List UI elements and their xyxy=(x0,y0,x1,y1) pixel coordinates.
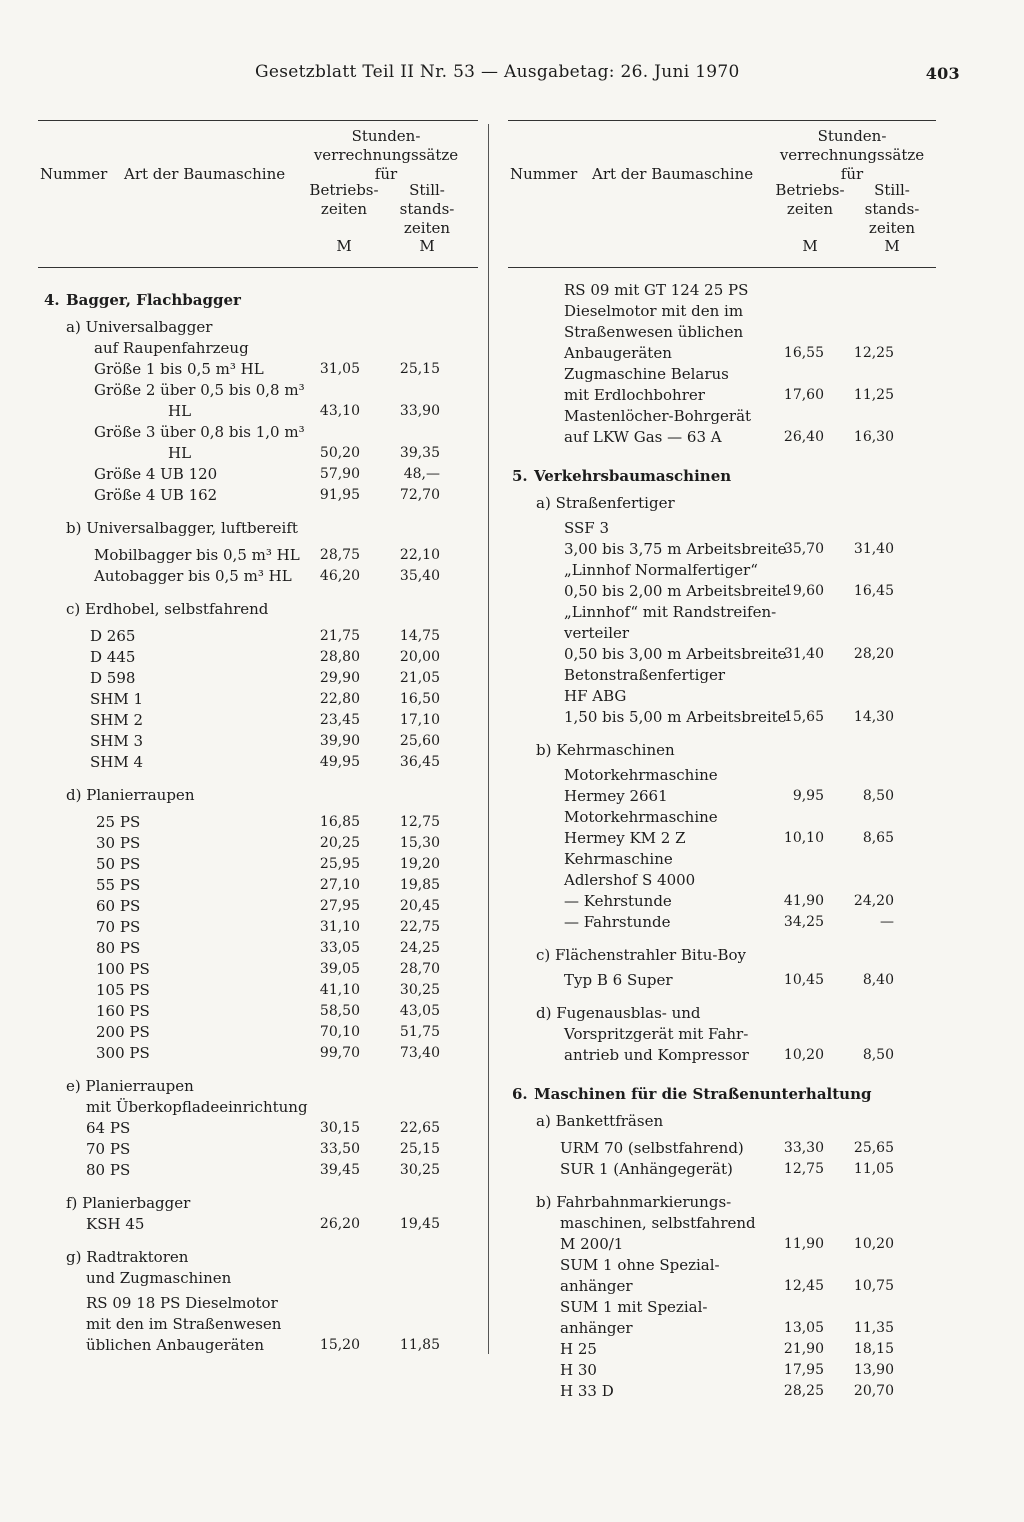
value-betrieb: 15,20 xyxy=(319,1337,360,1353)
table-row-line: mit den im Straßenwesen xyxy=(86,1315,282,1333)
row-label: 105 PS xyxy=(96,981,150,999)
subsection-label: e) Planierraupen xyxy=(66,1077,194,1095)
table-row xyxy=(38,359,478,380)
value-betrieb: 31,05 xyxy=(319,361,360,377)
table-row xyxy=(38,833,478,854)
value-betrieb: 9,95 xyxy=(792,788,824,804)
row-label: Hermey 2661 xyxy=(564,787,668,805)
table-row xyxy=(508,427,936,448)
header-group-line: verrechnungssätze xyxy=(313,146,459,164)
row-label: 60 PS xyxy=(96,897,141,915)
value-betrieb: 27,95 xyxy=(319,898,360,914)
row-label: üblichen Anbaugeräten xyxy=(86,1336,265,1354)
value-betrieb: 34,25 xyxy=(783,914,824,930)
subsection-label: d) Planierraupen xyxy=(66,786,195,804)
value-stillstand: 12,25 xyxy=(853,345,894,361)
value-betrieb: 12,45 xyxy=(783,1278,824,1294)
subsection-label: b) Kehrmaschinen xyxy=(536,741,675,759)
value-betrieb: 29,90 xyxy=(319,670,360,686)
table-row xyxy=(38,1043,478,1064)
value-stillstand: 20,00 xyxy=(399,649,440,665)
value-stillstand: 12,75 xyxy=(399,814,440,830)
table-row-line: SUM 1 ohne Spezial- xyxy=(560,1256,720,1274)
row-label: Hermey KM 2 Z xyxy=(564,829,686,847)
header-col-b-line: stands- xyxy=(399,200,455,218)
value-stillstand: 73,40 xyxy=(399,1045,440,1061)
header-group xyxy=(764,127,940,184)
row-label: 25 PS xyxy=(96,813,141,831)
row-label: 70 PS xyxy=(96,918,141,936)
header-col-b-line: Still- xyxy=(874,181,910,199)
table-row xyxy=(38,1022,478,1043)
header-art: Art der Baumaschine xyxy=(592,165,754,183)
row-label: — Kehrstunde xyxy=(564,892,672,910)
subsection-label: b) Fahrbahnmarkierungs- xyxy=(536,1193,732,1211)
header-unit-a: M xyxy=(336,237,352,255)
table-row-line: RS 09 mit GT 124 25 PS xyxy=(564,281,749,299)
value-stillstand: 30,25 xyxy=(399,982,440,998)
table-row xyxy=(38,875,478,896)
table-row-line: Größe 2 über 0,5 bis 0,8 m³ xyxy=(94,381,305,399)
header-col-a-line: Betriebs- xyxy=(309,181,379,199)
value-betrieb: 28,75 xyxy=(319,547,360,563)
table-row xyxy=(38,1118,478,1139)
table-row xyxy=(508,385,936,406)
value-stillstand: 13,90 xyxy=(853,1362,894,1378)
table-row-line: verteiler xyxy=(564,624,630,642)
table-row xyxy=(38,752,478,773)
row-label: — Fahrstunde xyxy=(564,913,671,931)
value-stillstand: — xyxy=(880,914,894,930)
table-row xyxy=(38,668,478,689)
header-col-b-line: stands- xyxy=(864,200,920,218)
value-betrieb: 91,95 xyxy=(319,487,360,503)
value-betrieb: 12,75 xyxy=(783,1161,824,1177)
header-col-a-line: Betriebs- xyxy=(775,181,845,199)
value-stillstand: 8,65 xyxy=(862,830,894,846)
header-col-b-line: Still- xyxy=(409,181,445,199)
table-row xyxy=(38,647,478,668)
page-header xyxy=(40,60,960,90)
row-label: 55 PS xyxy=(96,876,141,894)
subsection-label: a) Straßenfertiger xyxy=(536,494,675,512)
subsection-label-cont: maschinen, selbstfahrend xyxy=(560,1214,756,1232)
value-betrieb: 49,95 xyxy=(319,754,360,770)
row-label: 70 PS xyxy=(86,1140,131,1158)
subsection-label-cont: auf Raupenfahrzeug xyxy=(94,339,249,357)
value-betrieb: 27,10 xyxy=(319,877,360,893)
table-row-line: Größe 3 über 0,8 bis 1,0 m³ xyxy=(94,423,305,441)
value-betrieb: 22,80 xyxy=(319,691,360,707)
header-betriebszeiten xyxy=(304,181,384,219)
value-betrieb: 15,65 xyxy=(783,709,824,725)
table-row xyxy=(508,970,936,991)
value-stillstand: 14,75 xyxy=(399,628,440,644)
value-stillstand: 15,30 xyxy=(399,835,440,851)
value-stillstand: 22,65 xyxy=(399,1120,440,1136)
value-stillstand: 19,20 xyxy=(399,856,440,872)
value-stillstand: 25,65 xyxy=(853,1140,894,1156)
table-row xyxy=(508,1360,936,1381)
value-betrieb: 13,05 xyxy=(783,1320,824,1336)
table-row-line: Adlershof S 4000 xyxy=(564,871,696,889)
value-betrieb: 35,70 xyxy=(783,541,824,557)
table-row xyxy=(508,1276,936,1297)
value-stillstand: 25,15 xyxy=(399,361,440,377)
table-row xyxy=(38,1139,478,1160)
value-betrieb: 41,10 xyxy=(319,982,360,998)
table-row xyxy=(38,731,478,752)
value-stillstand: 31,40 xyxy=(853,541,894,557)
subsection-label: c) Flächenstrahler Bitu-Boy xyxy=(536,946,746,964)
value-stillstand: 16,50 xyxy=(399,691,440,707)
value-stillstand: 11,85 xyxy=(399,1337,440,1353)
table-row xyxy=(508,1318,936,1339)
row-label: auf LKW Gas — 63 A xyxy=(564,428,722,446)
value-betrieb: 70,10 xyxy=(319,1024,360,1040)
value-betrieb: 43,10 xyxy=(319,403,360,419)
value-betrieb: 11,90 xyxy=(783,1236,824,1252)
subsection-label: f) Planierbagger xyxy=(66,1194,191,1212)
header-group-line: Stunden- xyxy=(817,127,887,145)
section-heading xyxy=(508,466,936,487)
subsection-label: a) Universalbagger xyxy=(66,318,213,336)
table-row xyxy=(38,1001,478,1022)
value-stillstand: 11,25 xyxy=(853,387,894,403)
row-label: D 445 xyxy=(90,648,136,666)
subsection-label: b) Universalbagger, luftbereift xyxy=(66,519,298,537)
table-row xyxy=(38,485,478,506)
table-row xyxy=(38,464,478,485)
row-label: 80 PS xyxy=(86,1161,131,1179)
table-row-line: Dieselmotor mit den im xyxy=(564,302,744,320)
value-betrieb: 33,50 xyxy=(319,1141,360,1157)
table-row xyxy=(508,539,936,560)
table-row xyxy=(508,912,936,933)
subsection-label-cont: und Zugmaschinen xyxy=(86,1269,232,1287)
table-row xyxy=(38,443,478,464)
table-row-line: Straßenwesen üblichen xyxy=(564,323,744,341)
value-stillstand: 43,05 xyxy=(399,1003,440,1019)
table-row xyxy=(508,1381,936,1402)
table-row xyxy=(38,566,478,587)
header-stillstandszeiten xyxy=(854,181,930,238)
value-betrieb: 16,55 xyxy=(783,345,824,361)
table-row xyxy=(38,689,478,710)
value-betrieb: 17,60 xyxy=(783,387,824,403)
value-betrieb: 20,25 xyxy=(319,835,360,851)
value-betrieb: 50,20 xyxy=(319,445,360,461)
header-col-a-line: zeiten xyxy=(786,200,834,218)
row-label: 30 PS xyxy=(96,834,141,852)
table-row xyxy=(38,896,478,917)
value-stillstand: 18,15 xyxy=(853,1341,894,1357)
header-title: Gesetzblatt Teil II Nr. 53 — Ausgabetag: 26. Juni 1970 xyxy=(255,62,740,82)
value-betrieb: 16,85 xyxy=(319,814,360,830)
row-label: 100 PS xyxy=(96,960,150,978)
table-row-line: Vorspritzgerät mit Fahr- xyxy=(564,1025,749,1043)
row-label: SHM 4 xyxy=(90,753,144,771)
header-unit-b: M xyxy=(884,237,900,255)
header-stillstandszeiten xyxy=(388,181,466,238)
value-stillstand: 8,40 xyxy=(862,972,894,988)
value-stillstand: 25,60 xyxy=(399,733,440,749)
row-label: 50 PS xyxy=(96,855,141,873)
column-divider xyxy=(488,124,489,1354)
value-stillstand: 17,10 xyxy=(399,712,440,728)
value-stillstand: 19,85 xyxy=(399,877,440,893)
value-betrieb: 17,95 xyxy=(783,1362,824,1378)
row-label: anhänger xyxy=(560,1277,633,1295)
value-betrieb: 33,30 xyxy=(783,1140,824,1156)
row-label: Autobagger bis 0,5 m³ HL xyxy=(94,567,292,585)
section-title: Maschinen für die Straßenunterhaltung xyxy=(534,1085,872,1103)
value-betrieb: 39,45 xyxy=(319,1162,360,1178)
subsection-label: g) Radtraktoren xyxy=(66,1248,189,1266)
value-stillstand: 22,10 xyxy=(399,547,440,563)
subsection-label: d) Fugenausblas- und xyxy=(536,1004,701,1022)
subsection-label: c) Erdhobel, selbstfahrend xyxy=(66,600,269,618)
table-header-left xyxy=(38,120,478,268)
value-betrieb: 33,05 xyxy=(319,940,360,956)
row-label: M 200/1 xyxy=(560,1235,624,1253)
section-heading xyxy=(508,1084,936,1105)
row-label: SHM 3 xyxy=(90,732,144,750)
value-stillstand: 28,20 xyxy=(853,646,894,662)
row-label: HL xyxy=(168,444,192,462)
value-stillstand: 35,40 xyxy=(399,568,440,584)
section-title: Verkehrsbaumaschinen xyxy=(534,467,732,485)
value-betrieb: 23,45 xyxy=(319,712,360,728)
row-label: 0,50 bis 3,00 m Arbeitsbreite xyxy=(564,645,787,663)
row-label: Größe 4 UB 120 xyxy=(94,465,218,483)
value-stillstand: 22,75 xyxy=(399,919,440,935)
table-row xyxy=(38,1335,478,1356)
value-stillstand: 19,45 xyxy=(399,1216,440,1232)
left-column xyxy=(38,120,478,1356)
row-label: URM 70 (selbstfahrend) xyxy=(560,1139,744,1157)
header-unit-b: M xyxy=(419,237,435,255)
table-row xyxy=(508,1045,936,1066)
header-group-line: Stunden- xyxy=(351,127,421,145)
table-row-line: Motorkehrmaschine xyxy=(564,808,718,826)
table-body-right xyxy=(508,268,936,1402)
table-row-line: Zugmaschine Belarus xyxy=(564,365,729,383)
page-number: 403 xyxy=(925,64,960,83)
table-header-right xyxy=(508,120,936,268)
table-row xyxy=(508,581,936,602)
table-row xyxy=(38,812,478,833)
row-label: 200 PS xyxy=(96,1023,150,1041)
row-label: SUR 1 (Anhängegerät) xyxy=(560,1160,733,1178)
header-col-a-line: zeiten xyxy=(320,200,368,218)
value-stillstand: 10,20 xyxy=(853,1236,894,1252)
row-label: antrieb und Kompressor xyxy=(564,1046,749,1064)
header-group-line: verrechnungssätze xyxy=(779,146,925,164)
value-betrieb: 30,15 xyxy=(319,1120,360,1136)
header-col-b-line: zeiten xyxy=(403,219,451,237)
value-betrieb: 10,10 xyxy=(783,830,824,846)
row-label: 0,50 bis 2,00 m Arbeitsbreite xyxy=(564,582,787,600)
section-heading xyxy=(38,290,478,311)
row-label: 3,00 bis 3,75 m Arbeitsbreite xyxy=(564,540,787,558)
table-row xyxy=(38,1160,478,1181)
row-label: 64 PS xyxy=(86,1119,131,1137)
row-label: SHM 2 xyxy=(90,711,144,729)
value-stillstand: 72,70 xyxy=(399,487,440,503)
table-row xyxy=(508,1234,936,1255)
value-stillstand: 51,75 xyxy=(399,1024,440,1040)
value-betrieb: 39,05 xyxy=(319,961,360,977)
value-betrieb: 19,60 xyxy=(783,583,824,599)
value-betrieb: 10,20 xyxy=(783,1047,824,1063)
value-stillstand: 25,15 xyxy=(399,1141,440,1157)
value-stillstand: 30,25 xyxy=(399,1162,440,1178)
table-row-line: Kehrmaschine xyxy=(564,850,673,868)
table-row xyxy=(508,1339,936,1360)
value-betrieb: 31,40 xyxy=(783,646,824,662)
table-row-line: HF ABG xyxy=(564,687,627,705)
row-label: Größe 4 UB 162 xyxy=(94,486,218,504)
value-betrieb: 58,50 xyxy=(319,1003,360,1019)
table-row-line: „Linnhof Normalfertiger“ xyxy=(564,561,758,579)
value-stillstand: 8,50 xyxy=(862,788,894,804)
value-betrieb: 26,20 xyxy=(319,1216,360,1232)
table-body-left xyxy=(38,268,478,1356)
value-betrieb: 26,40 xyxy=(783,429,824,445)
value-stillstand: 39,35 xyxy=(399,445,440,461)
subsection-label: a) Bankettfräsen xyxy=(536,1112,664,1130)
table-row xyxy=(508,828,936,849)
row-label: 1,50 bis 5,00 m Arbeitsbreite xyxy=(564,708,787,726)
row-label: D 598 xyxy=(90,669,136,687)
value-betrieb: 21,75 xyxy=(319,628,360,644)
header-col-b-line: zeiten xyxy=(868,219,916,237)
table-row-line: Betonstraßenfertiger xyxy=(564,666,726,684)
row-label: H 33 D xyxy=(560,1382,614,1400)
header-group-line: für xyxy=(840,165,864,183)
table-row xyxy=(38,938,478,959)
row-label: Anbaugeräten xyxy=(564,344,672,362)
table-row xyxy=(38,917,478,938)
section-number: 5. xyxy=(512,467,528,485)
section-title: Bagger, Flachbagger xyxy=(66,291,241,309)
right-column xyxy=(508,120,936,1402)
value-stillstand: 24,25 xyxy=(399,940,440,956)
table-row xyxy=(508,1159,936,1180)
value-betrieb: 99,70 xyxy=(319,1045,360,1061)
table-row xyxy=(38,1214,478,1235)
row-label: HL xyxy=(168,402,192,420)
table-row xyxy=(508,1138,936,1159)
value-betrieb: 21,90 xyxy=(783,1341,824,1357)
table-row-line: SUM 1 mit Spezial- xyxy=(560,1298,708,1316)
table-row-line: „Linnhof“ mit Randstreifen- xyxy=(564,603,777,621)
header-group xyxy=(296,127,476,184)
value-stillstand: 36,45 xyxy=(399,754,440,770)
table-row xyxy=(38,710,478,731)
table-row xyxy=(38,401,478,422)
value-betrieb: 46,20 xyxy=(319,568,360,584)
header-art: Art der Baumaschine xyxy=(124,165,286,183)
row-label: Typ B 6 Super xyxy=(564,971,673,989)
row-label: KSH 45 xyxy=(86,1215,145,1233)
header-group-line: für xyxy=(374,165,398,183)
value-stillstand: 11,35 xyxy=(853,1320,894,1336)
value-betrieb: 28,80 xyxy=(319,649,360,665)
value-stillstand: 33,90 xyxy=(399,403,440,419)
table-row xyxy=(38,980,478,1001)
header-unit-a: M xyxy=(802,237,818,255)
value-betrieb: 10,45 xyxy=(783,972,824,988)
table-row xyxy=(508,644,936,665)
table-row xyxy=(508,891,936,912)
value-betrieb: 41,90 xyxy=(783,893,824,909)
value-stillstand: 48,— xyxy=(403,466,440,482)
header-nummer: Nummer xyxy=(40,165,108,183)
value-betrieb: 39,90 xyxy=(319,733,360,749)
table-row xyxy=(508,707,936,728)
value-stillstand: 21,05 xyxy=(399,670,440,686)
table-row xyxy=(38,545,478,566)
value-stillstand: 11,05 xyxy=(853,1161,894,1177)
value-stillstand: 14,30 xyxy=(853,709,894,725)
table-row xyxy=(508,786,936,807)
table-row-line: Mastenlöcher-Bohrgerät xyxy=(564,407,752,425)
row-label: D 265 xyxy=(90,627,136,645)
subsection-label-cont: mit Überkopfladeeinrichtung xyxy=(86,1098,308,1116)
value-stillstand: 24,20 xyxy=(853,893,894,909)
row-label: SHM 1 xyxy=(90,690,144,708)
value-stillstand: 10,75 xyxy=(853,1278,894,1294)
table-row-line: SSF 3 xyxy=(564,519,610,537)
table-row-line: Motorkehrmaschine xyxy=(564,766,718,784)
table-row xyxy=(38,854,478,875)
table-row xyxy=(38,626,478,647)
section-number: 6. xyxy=(512,1085,528,1103)
value-stillstand: 28,70 xyxy=(399,961,440,977)
value-betrieb: 31,10 xyxy=(319,919,360,935)
value-stillstand: 20,45 xyxy=(399,898,440,914)
value-stillstand: 8,50 xyxy=(862,1047,894,1063)
table-row-line: RS 09 18 PS Dieselmotor xyxy=(86,1294,278,1312)
header-betriebszeiten xyxy=(770,181,850,219)
value-betrieb: 28,25 xyxy=(783,1383,824,1399)
value-betrieb: 57,90 xyxy=(319,466,360,482)
header-nummer: Nummer xyxy=(510,165,578,183)
table-row xyxy=(38,959,478,980)
row-label: 160 PS xyxy=(96,1002,150,1020)
value-stillstand: 16,45 xyxy=(853,583,894,599)
row-label: Mobilbagger bis 0,5 m³ HL xyxy=(94,546,300,564)
row-label: mit Erdlochbohrer xyxy=(564,386,705,404)
value-betrieb: 25,95 xyxy=(319,856,360,872)
row-label: Größe 1 bis 0,5 m³ HL xyxy=(94,360,264,378)
row-label: 300 PS xyxy=(96,1044,150,1062)
table-row xyxy=(508,343,936,364)
row-label: H 25 xyxy=(560,1340,597,1358)
section-number: 4. xyxy=(44,291,60,309)
row-label: 80 PS xyxy=(96,939,141,957)
value-stillstand: 16,30 xyxy=(853,429,894,445)
row-label: anhänger xyxy=(560,1319,633,1337)
row-label: H 30 xyxy=(560,1361,597,1379)
value-stillstand: 20,70 xyxy=(853,1383,894,1399)
